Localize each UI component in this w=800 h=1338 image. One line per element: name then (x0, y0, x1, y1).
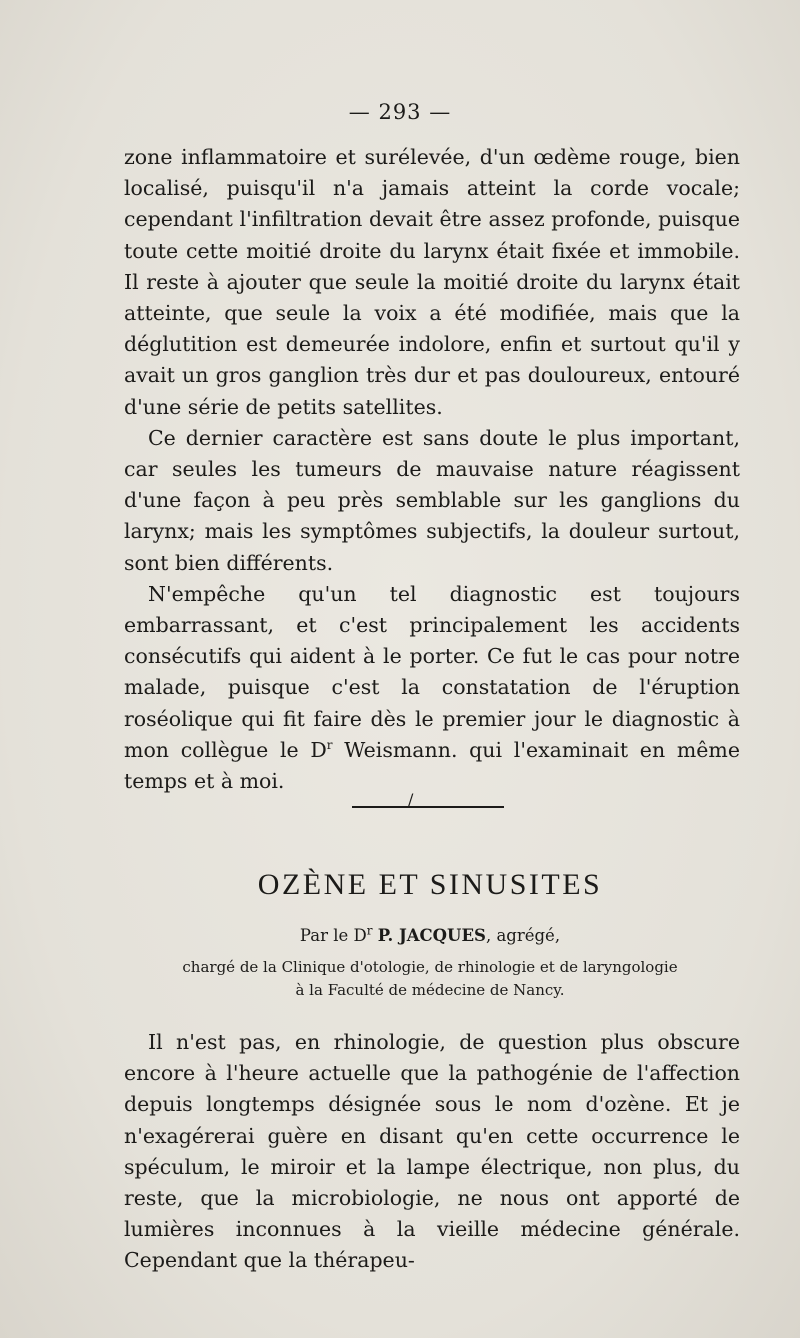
paragraph: Ce dernier caractère est sans doute le plus important, car seules les tumeurs de mauvaise nature réagissent d'une façon à peu près semblable sur les ganglions du larynx; mais les symptômes subjectifs, la douleur surtout, sont bien différents. (124, 425, 740, 575)
body-text-bottom (124, 1027, 740, 1277)
paragraph: Il n'est pas, en rhinologie, de question plus obscure encore à l'heure actuelle que la pathogénie de l'affection depuis longtemps désignée sous le nom d'ozène. Et je n'exagérerai guère en disant qu'en cette occurrence le spéculum, le miroir et la lampe électrique, non plus, du reste, que la microbiologie, ne nous ont apporté de lumières inconnues à la vieille médecine générale. Cependant que la thérapeu- (124, 1030, 740, 1273)
paragraph (124, 579, 740, 797)
paragraph-text: Weismann. qui l'examinait en même temps et à moi. (124, 737, 741, 794)
article-title: OZÈNE ET SINUSITES (257, 868, 603, 901)
superscript: r (366, 923, 373, 938)
section-divider (352, 806, 504, 808)
author-byline (0, 923, 800, 945)
body-text-top (124, 142, 740, 797)
paragraph-text: N'empêche qu'un tel diagnostic est toujours embarrassant, et c'est principalement les accidents consécutifs qui aident à le porter. Ce fut le cas pour notre malade, puisque c'est la constatation de l'éruption roséolique qui fit faire dès le premier jour le diagnostic à mon collègue le D (124, 581, 740, 762)
byline-suffix: , agrégé, (485, 926, 561, 945)
superscript: r (326, 738, 333, 753)
byline-prefix: Par le D (299, 926, 367, 945)
page-number: — 293 — (348, 100, 452, 124)
paragraph: zone inflammatoire et surélevée, d'un œdème rouge, bien localisé, puisqu'il n'a jamais atteint la corde vocale; cependant l'infiltration devait être assez profonde, puisque toute cette moitié droite du larynx était fixée et immobile. Il reste à ajouter que seule la moitié droite du larynx était atteinte, que seule la voix a été modifiée, mais que la déglutition est demeurée indolore, enfin et surtout qu'il y avait un gros ganglion très dur et pas douloureux, entouré d'une série de petits satellites. (124, 145, 740, 419)
author-name: P. JACQUES (377, 926, 486, 945)
author-affiliation: à la Faculté de médecine de Nancy. (295, 981, 565, 999)
author-affiliation: chargé de la Clinique d'otologie, de rhinologie et de laryngologie (182, 958, 678, 976)
divider-mark: / (408, 790, 414, 809)
